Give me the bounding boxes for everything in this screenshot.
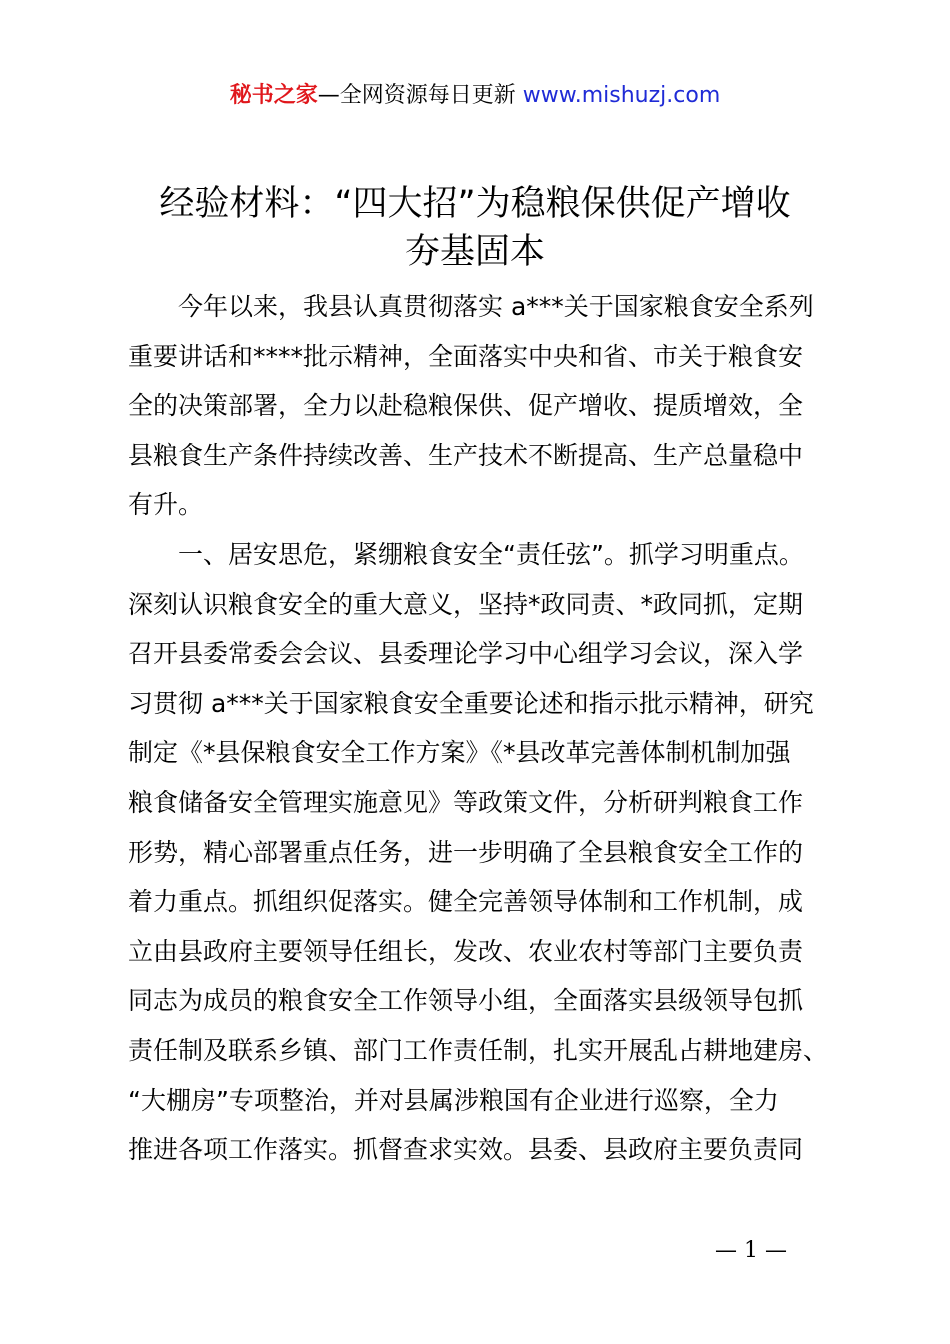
title-line-2: 夯基固本 — [404, 232, 545, 272]
body-line: 同志为成员的粮食安全工作领导小组，全面落实县级领导包抓 — [128, 986, 804, 1016]
body-line: 制定《*县保粮食安全工作方案》《*县改革完善体制机制加强 — [128, 738, 791, 768]
body-line: 全的决策部署，全力以赴稳粮保供、促产增收、提质增效，全 — [128, 391, 804, 421]
document-title — [0, 180, 950, 276]
body-line: 着力重点。抓组织促落实。健全完善领导体制和工作机制，成 — [128, 887, 804, 917]
body-line: 一、居安思危，紧绷粮食安全“责任弦”。抓学习明重点。 — [178, 539, 804, 569]
body-line: 推进各项工作落实。抓督查求实效。县委、县政府主要负责同 — [128, 1135, 804, 1165]
body-line: 粮食储备安全管理实施意见》等政策文件，分析研判粮食工作 — [128, 787, 804, 817]
site-header — [0, 80, 950, 112]
body-line: 有升。 — [128, 490, 204, 520]
body-line: 深刻认识粮食安全的重大意义，坚持*政同责、*政同抓，定期 — [128, 589, 804, 619]
body-line: 召开县委常委会会议、县委理论学习中心组学习会议，深入学 — [128, 639, 804, 669]
site-url[interactable]: www.mishuzj.com — [522, 83, 721, 108]
body-line: 重要讲话和****批示精神，全面落实中央和省、市关于粮食安 — [128, 341, 804, 371]
title-line-1: 经验材料：“四大招”为稳粮保供促产增收 — [159, 184, 791, 224]
body-line: 立由县政府主要领导任组长，发改、农业农村等部门主要负责 — [128, 936, 804, 966]
document-body — [128, 282, 842, 1175]
body-line: 今年以来，我县认真贯彻落实 a***关于国家粮食安全系列 — [178, 292, 814, 321]
body-line: 习贯彻 a***关于国家粮食安全重要论述和指示批示精神，研究 — [128, 688, 814, 718]
body-line: 责任制及联系乡镇、部门工作责任制，扎实开展乱占耕地建房、 — [128, 1035, 829, 1065]
body-line: 形势，精心部署重点任务，进一步明确了全县粮食安全工作的 — [128, 837, 804, 867]
page-number: — 1 — — [715, 1238, 787, 1263]
body-line: “大棚房”专项整治，并对县属涉粮国有企业进行巡察，全力 — [128, 1085, 779, 1115]
site-tagline: —全网资源每日更新 — [317, 83, 523, 108]
body-line: 县粮食生产条件持续改善、生产技术不断提高、生产总量稳中 — [128, 440, 804, 470]
site-brand: 秘书之家 — [229, 83, 318, 108]
